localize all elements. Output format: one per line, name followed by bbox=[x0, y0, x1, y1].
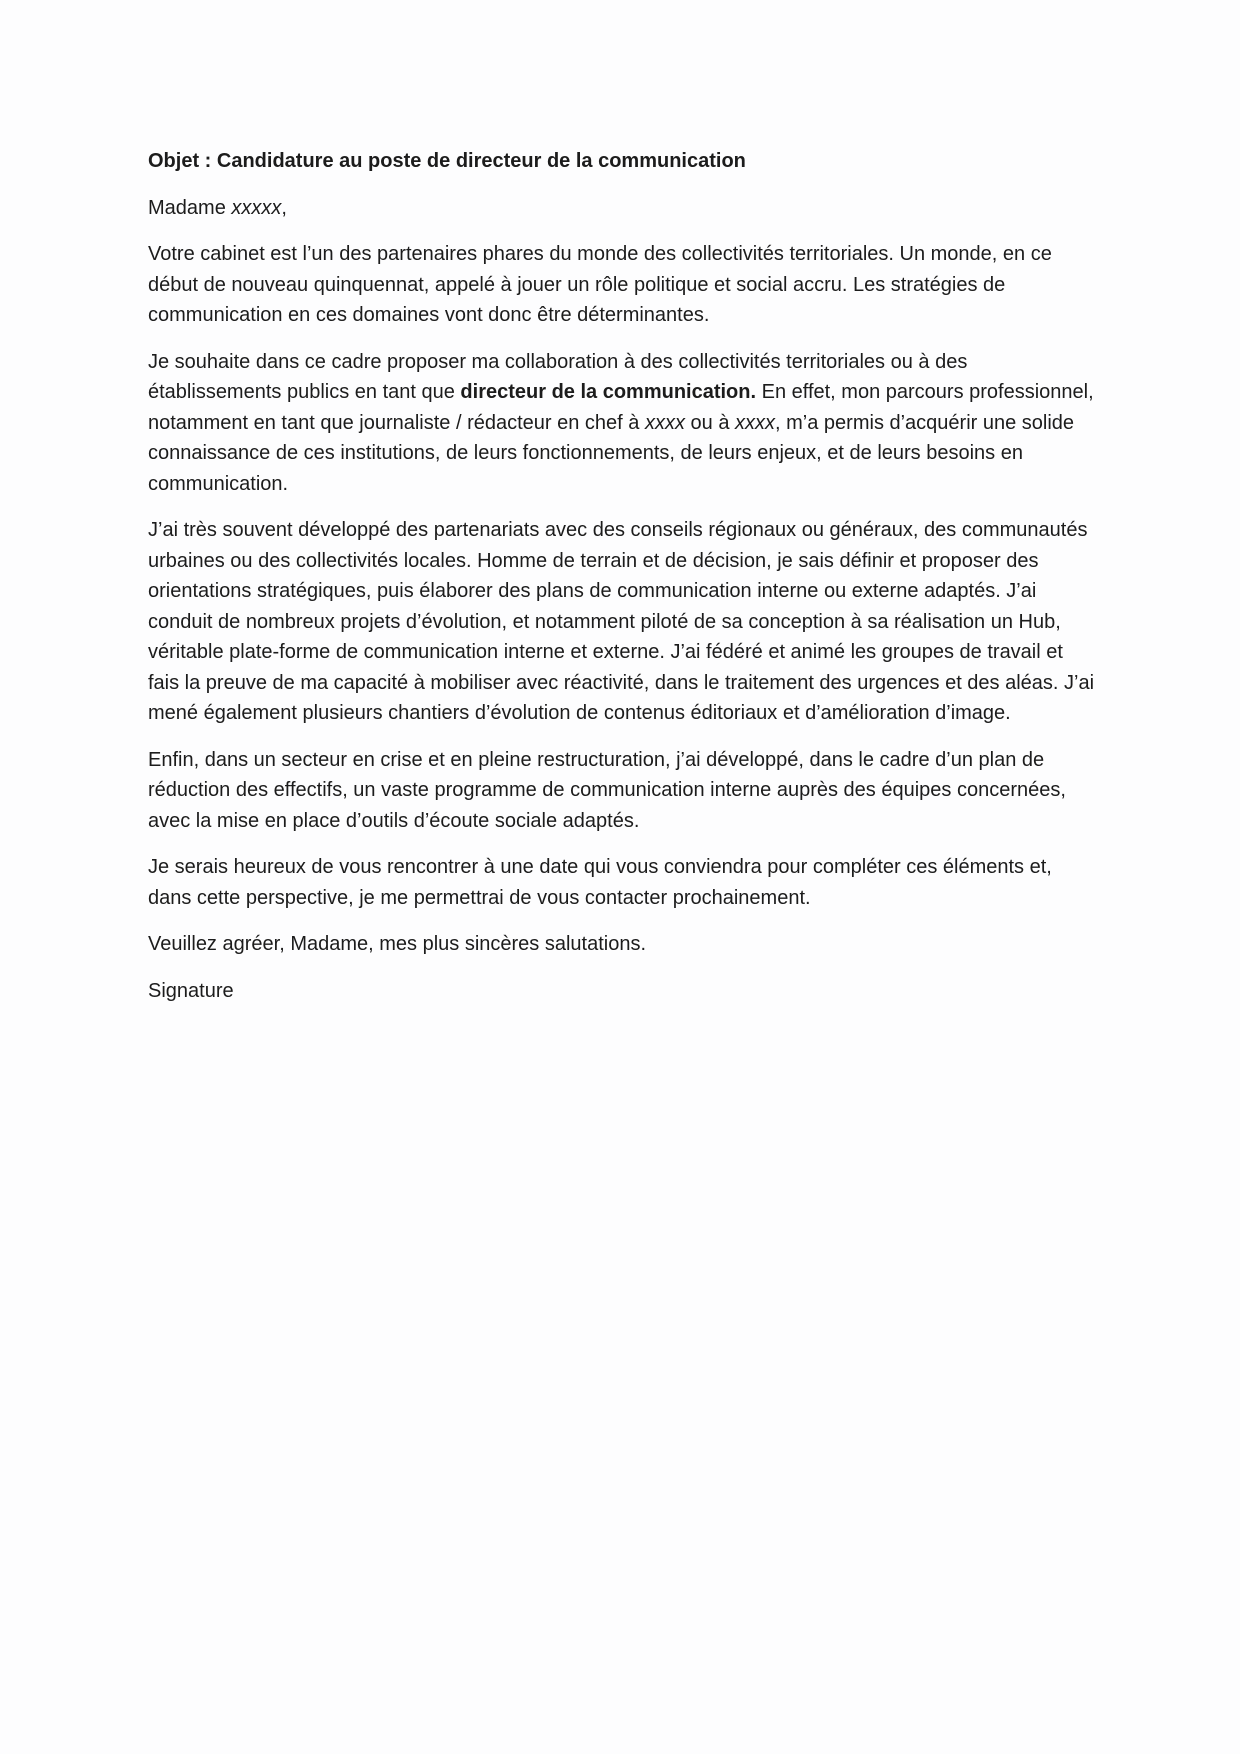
letter-salutation bbox=[148, 193, 1098, 224]
paragraph-2-placeholder-2: xxxx bbox=[735, 411, 776, 434]
paragraph-2-bold-role: directeur de la communication. bbox=[460, 381, 757, 403]
salutation-name: xxxxx bbox=[231, 196, 282, 219]
salutation-prefix: Madame bbox=[148, 196, 232, 219]
paragraph-5: Je serais heureux de vous rencontrer à une date qui vous conviendra pour compléter ces éléments et, dans cette perspective, je me permettrai de vous contacter prochainement. bbox=[148, 856, 1052, 909]
salutation-suffix: , bbox=[281, 196, 287, 219]
letter-signature: Signature bbox=[148, 979, 234, 1002]
paragraph-2-text-a: Je souhaite dans ce cadre proposer ma collaboration à des collectivités territoriales ou à des établissements publics en tant que bbox=[148, 350, 968, 403]
letter-closing: Veuillez agréer, Madame, mes plus sincères salutations. bbox=[148, 933, 647, 955]
paragraph-2-text-c: ou à bbox=[684, 411, 736, 434]
paragraph-2-placeholder-1: xxxx bbox=[644, 411, 685, 434]
letter-page bbox=[148, 146, 1098, 1006]
paragraph-1: Votre cabinet est l’un des partenaires phares du monde des collectivités territoriales. Un monde, en ce début de nouveau quinquennat, appelé à jouer un rôle politique et social accru. Les stratégies de communication en ces domaines vont donc être déterminantes. bbox=[148, 243, 1052, 326]
letter-subject: Objet : Candidature au poste de directeur de la communication bbox=[148, 150, 746, 172]
paragraph-2-text-b: En effet, mon parcours professionnel, notamment en tant que journaliste / rédacteur en chef à bbox=[148, 381, 1094, 434]
paragraph-2-text-d: , m’a permis d’acquérir une solide connaissance de ces institutions, de leurs fonctionnements, de leurs enjeux, et de leurs besoins en communication. bbox=[148, 411, 1075, 495]
paragraph-3: J’ai très souvent développé des partenariats avec des conseils régionaux ou généraux, des communautés urbaines ou des collectivités locales. Homme de terrain et de décision, je sais définir et proposer des orientations stratégiques, puis élaborer des plans de communication interne ou externe adaptés. J’ai conduit de nombreux projets d’évolution, et notamment piloté de sa conception à sa réalisation un Hub, véritable plate-forme de communication interne et externe. J’ai fédéré et animé les groupes de travail et fais la preuve de ma capacité à mobiliser avec réactivité, dans le traitement des urgences et des aléas. J’ai mené également plusieurs chantiers d’évolution de contenus éditoriaux et d’amélioration d’image. bbox=[148, 519, 1095, 724]
paragraph-2 bbox=[148, 347, 1098, 500]
paragraph-4: Enfin, dans un secteur en crise et en pleine restructuration, j’ai développé, dans le cadre d’un plan de réduction des effectifs, un vaste programme de communication interne auprès des équipes concernées, avec la mise en place d’outils d’écoute sociale adaptés. bbox=[148, 748, 1066, 832]
